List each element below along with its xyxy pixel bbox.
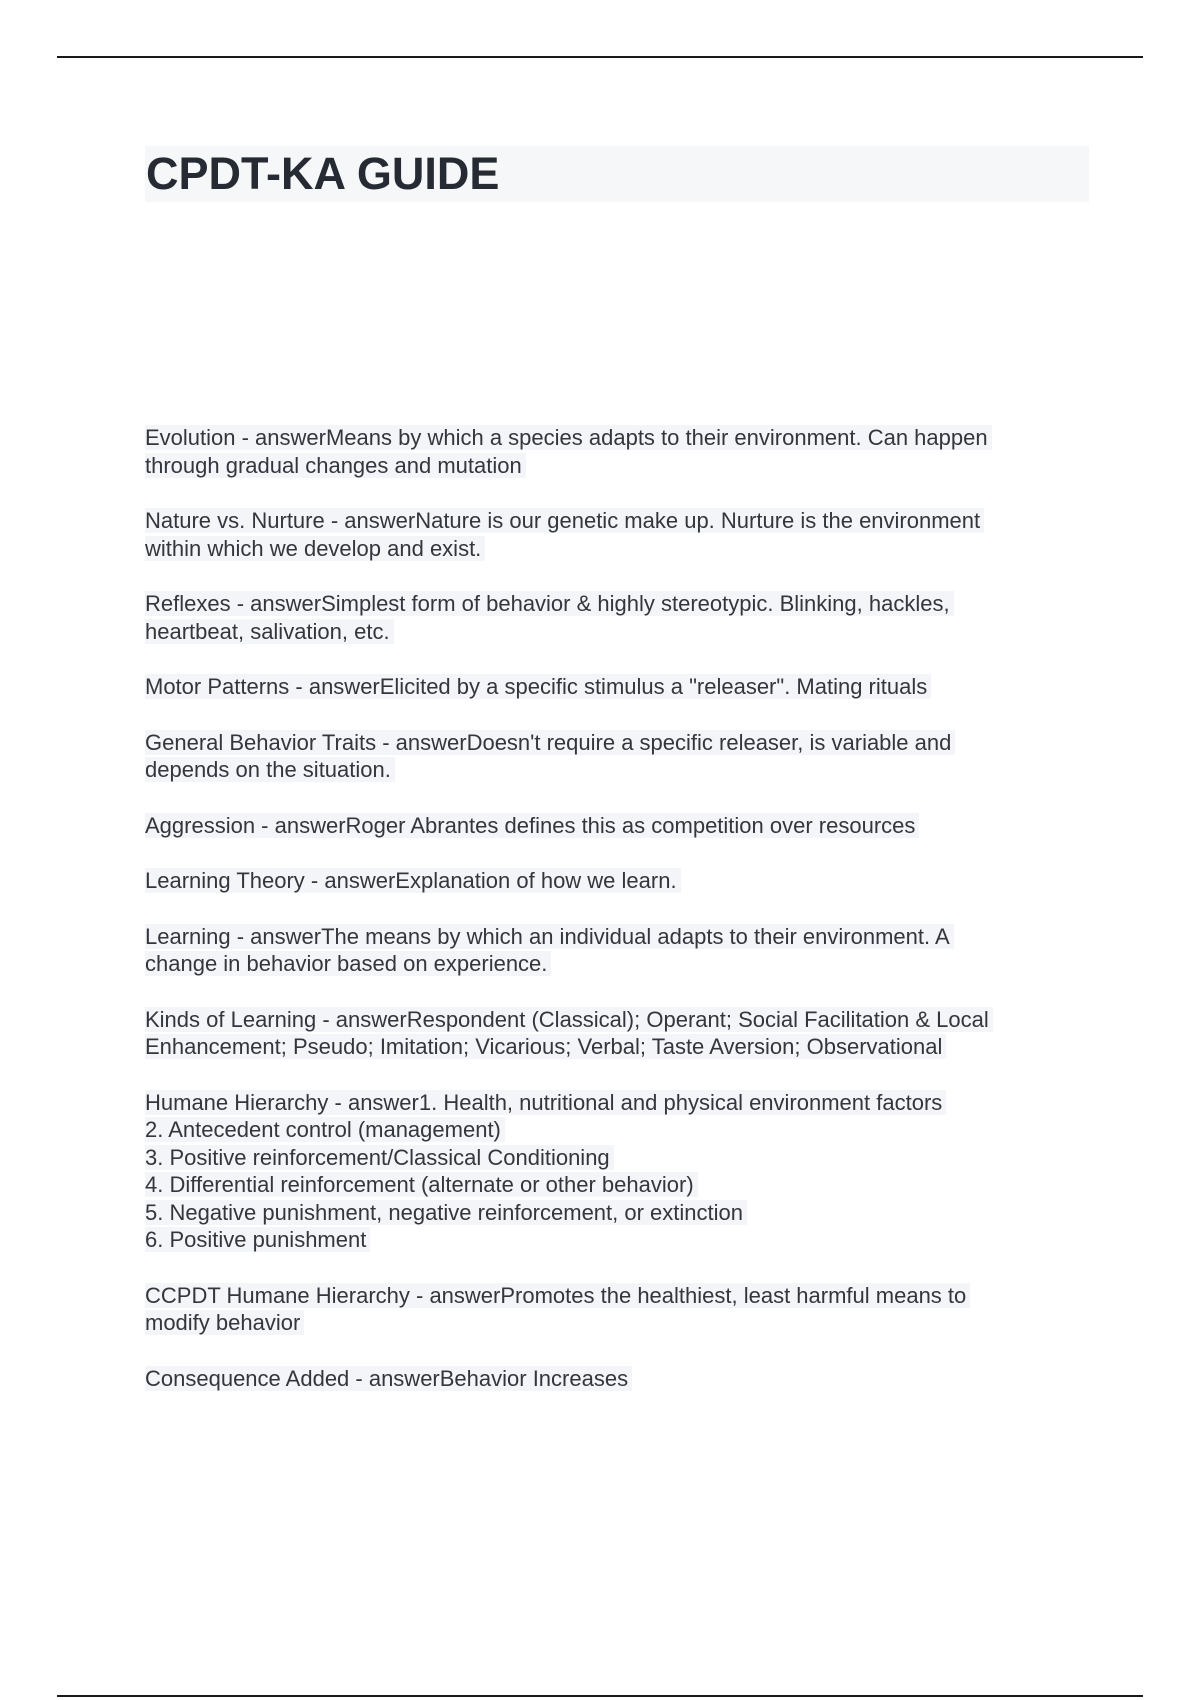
top-rule: [57, 56, 1143, 58]
entry-text: Learning Theory - answerExplanation of how we learn.: [145, 868, 681, 893]
flashcard-entry: [145, 507, 1085, 562]
bottom-rule: [57, 1695, 1143, 1697]
flashcard-entry: [145, 1282, 1085, 1337]
entry-line: [145, 618, 1085, 646]
entry-line: [145, 1144, 1085, 1172]
flashcard-entry: [145, 673, 1085, 701]
entry-line: [145, 1309, 1085, 1337]
entry-text: Learning - answerThe means by which an individual adapts to their environment. A: [145, 924, 954, 949]
entry-line: [145, 673, 1085, 701]
entry-line: [145, 950, 1085, 978]
entry-line: [145, 1171, 1085, 1199]
page-title: CPDT-KA GUIDE: [146, 148, 500, 199]
entry-line: [145, 756, 1085, 784]
entry-text: depends on the situation.: [145, 757, 395, 782]
flashcard-entry: [145, 1089, 1085, 1254]
entry-line: [145, 1089, 1085, 1117]
flashcard-entry: [145, 812, 1085, 840]
entry-line: [145, 1282, 1085, 1310]
entry-line: [145, 1365, 1085, 1393]
entry-line: [145, 1033, 1085, 1061]
entry-text: CCPDT Humane Hierarchy - answerPromotes the healthiest, least harmful means to: [145, 1283, 970, 1308]
entry-line: [145, 452, 1085, 480]
entry-text: Enhancement; Pseudo; Imitation; Vicarious; Verbal; Taste Aversion; Observational: [145, 1034, 946, 1059]
flashcard-list: [145, 424, 1085, 1420]
entry-line: [145, 1006, 1085, 1034]
entry-text: Humane Hierarchy - answer1. Health, nutritional and physical environment factors: [145, 1090, 946, 1115]
entry-text: change in behavior based on experience.: [145, 951, 551, 976]
flashcard-entry: [145, 1006, 1085, 1061]
entry-line: [145, 535, 1085, 563]
entry-text: within which we develop and exist.: [145, 536, 485, 561]
entry-text: Evolution - answerMeans by which a species adapts to their environment. Can happen: [145, 425, 992, 450]
entry-text: Aggression - answerRoger Abrantes defines this as competition over resources: [145, 813, 919, 838]
entry-text: 6. Positive punishment: [145, 1227, 370, 1252]
entry-text: Consequence Added - answerBehavior Increases: [145, 1366, 632, 1391]
flashcard-entry: [145, 424, 1085, 479]
flashcard-entry: [145, 867, 1085, 895]
entry-text: 2. Antecedent control (management): [145, 1117, 505, 1142]
flashcard-entry: [145, 729, 1085, 784]
entry-text: 3. Positive reinforcement/Classical Conditioning: [145, 1145, 614, 1170]
entry-text: through gradual changes and mutation: [145, 453, 526, 478]
entry-line: [145, 1226, 1085, 1254]
flashcard-entry: [145, 923, 1085, 978]
entry-text: General Behavior Traits - answerDoesn't require a specific releaser, is variable and: [145, 730, 955, 755]
entry-line: [145, 590, 1085, 618]
entry-text: 4. Differential reinforcement (alternate or other behavior): [145, 1172, 698, 1197]
entry-text: Motor Patterns - answerElicited by a specific stimulus a "releaser". Mating rituals: [145, 674, 931, 699]
entry-line: [145, 867, 1085, 895]
entry-line: [145, 729, 1085, 757]
entry-text: Reflexes - answerSimplest form of behavior & highly stereotypic. Blinking, hackles,: [145, 591, 954, 616]
entry-line: [145, 923, 1085, 951]
entry-line: [145, 812, 1085, 840]
entry-text: 5. Negative punishment, negative reinforcement, or extinction: [145, 1200, 747, 1225]
entry-line: [145, 1199, 1085, 1227]
flashcard-entry: [145, 590, 1085, 645]
entry-text: modify behavior: [145, 1310, 304, 1335]
entry-text: Kinds of Learning - answerRespondent (Classical); Operant; Social Facilitation & Local: [145, 1007, 993, 1032]
flashcard-entry: [145, 1365, 1085, 1393]
entry-line: [145, 1116, 1085, 1144]
entry-text: Nature vs. Nurture - answerNature is our genetic make up. Nurture is the environment: [145, 508, 984, 533]
entry-line: [145, 424, 1085, 452]
entry-text: heartbeat, salivation, etc.: [145, 619, 394, 644]
entry-line: [145, 507, 1085, 535]
